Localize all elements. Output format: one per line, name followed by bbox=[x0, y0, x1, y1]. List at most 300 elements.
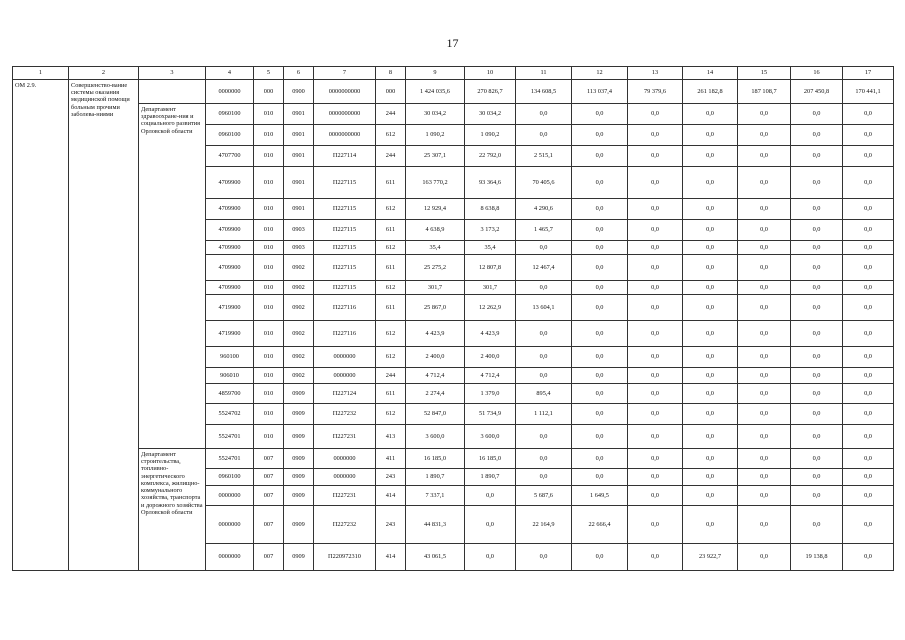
table-cell: 0,0 bbox=[683, 125, 738, 146]
table-cell: 010 bbox=[254, 347, 284, 368]
table-cell: 0000000 bbox=[206, 506, 254, 544]
table-cell: 0,0 bbox=[628, 281, 683, 295]
table-cell: 0,0 bbox=[572, 321, 628, 347]
table-cell: П227115 bbox=[314, 199, 376, 220]
table-cell: 4859700 bbox=[206, 384, 254, 404]
table-cell: 0960100 bbox=[206, 125, 254, 146]
table-cell: 1 890,7 bbox=[465, 469, 516, 486]
table-cell: 010 bbox=[254, 146, 284, 167]
table-cell: 12 807,8 bbox=[465, 255, 516, 281]
table-cell: 0,0 bbox=[738, 220, 791, 241]
table-cell: 611 bbox=[376, 255, 406, 281]
table-cell: 0,0 bbox=[843, 368, 894, 384]
table-cell: 612 bbox=[376, 125, 406, 146]
table-cell: 0,0 bbox=[572, 368, 628, 384]
table-cell: 906010 bbox=[206, 368, 254, 384]
table-cell: 0909 bbox=[284, 384, 314, 404]
table-cell: П227231 bbox=[314, 486, 376, 506]
table-cell: 0,0 bbox=[683, 404, 738, 425]
table-cell: 0,0 bbox=[683, 506, 738, 544]
header-cell: 4 bbox=[206, 67, 254, 80]
table-cell: П227124 bbox=[314, 384, 376, 404]
table-cell: 0,0 bbox=[738, 384, 791, 404]
table-cell: 52 847,0 bbox=[406, 404, 465, 425]
table-cell: 1 890,7 bbox=[406, 469, 465, 486]
table-cell: 35,4 bbox=[406, 241, 465, 255]
table-cell: 0,0 bbox=[516, 347, 572, 368]
table-cell: 0,0 bbox=[843, 425, 894, 449]
table-cell: 0,0 bbox=[628, 368, 683, 384]
table-cell: 0,0 bbox=[628, 347, 683, 368]
table-cell: П227115 bbox=[314, 281, 376, 295]
table-cell: 0,0 bbox=[843, 104, 894, 125]
table-cell: 0,0 bbox=[843, 544, 894, 571]
table-cell: П227115 bbox=[314, 167, 376, 199]
table-cell: 0901 bbox=[284, 104, 314, 125]
table-cell: 010 bbox=[254, 199, 284, 220]
header-cell: 7 bbox=[314, 67, 376, 80]
table-cell: 007 bbox=[254, 449, 284, 469]
table-cell: 12 467,4 bbox=[516, 255, 572, 281]
table-cell: 0,0 bbox=[572, 404, 628, 425]
header-cell: 6 bbox=[284, 67, 314, 80]
table-cell: 170 441,1 bbox=[843, 80, 894, 104]
header-cell: 11 bbox=[516, 67, 572, 80]
table-cell: 0,0 bbox=[628, 146, 683, 167]
table-cell: 007 bbox=[254, 506, 284, 544]
table-cell: 0,0 bbox=[628, 167, 683, 199]
table-cell: 0,0 bbox=[843, 125, 894, 146]
table-cell: 12 929,4 bbox=[406, 199, 465, 220]
table-cell: 0,0 bbox=[738, 199, 791, 220]
table-cell: 4 290,6 bbox=[516, 199, 572, 220]
table-cell: 3 173,2 bbox=[465, 220, 516, 241]
table-row bbox=[13, 80, 894, 104]
table-cell: 25 275,2 bbox=[406, 255, 465, 281]
table-cell: П227115 bbox=[314, 241, 376, 255]
table-cell: 611 bbox=[376, 384, 406, 404]
table-cell: 0902 bbox=[284, 295, 314, 321]
table-cell: 0,0 bbox=[516, 281, 572, 295]
table-cell: 0,0 bbox=[628, 220, 683, 241]
table-cell: 0,0 bbox=[572, 220, 628, 241]
table-cell: 4709900 bbox=[206, 199, 254, 220]
table-cell: 0,0 bbox=[572, 104, 628, 125]
table-cell: 0,0 bbox=[791, 469, 843, 486]
table-cell: 0,0 bbox=[572, 544, 628, 571]
table-cell: 0000000 bbox=[314, 347, 376, 368]
table-cell: 612 bbox=[376, 199, 406, 220]
table-cell: 0,0 bbox=[572, 469, 628, 486]
table-cell: 207 450,8 bbox=[791, 80, 843, 104]
table-cell: 0,0 bbox=[843, 449, 894, 469]
table-cell: 0909 bbox=[284, 449, 314, 469]
table-cell: 0,0 bbox=[843, 347, 894, 368]
table-cell: 0,0 bbox=[572, 425, 628, 449]
table-cell: 12 262,9 bbox=[465, 295, 516, 321]
table-cell: 0,0 bbox=[516, 241, 572, 255]
table-cell: 0909 bbox=[284, 544, 314, 571]
table-cell: 414 bbox=[376, 486, 406, 506]
table-cell: 0,0 bbox=[628, 321, 683, 347]
table-cell: 0,0 bbox=[738, 449, 791, 469]
table-cell: 44 831,3 bbox=[406, 506, 465, 544]
table-cell: 0,0 bbox=[683, 281, 738, 295]
table-cell: 0,0 bbox=[628, 449, 683, 469]
header-cell: 12 bbox=[572, 67, 628, 80]
table-cell: 1 465,7 bbox=[516, 220, 572, 241]
table-cell: 0,0 bbox=[572, 241, 628, 255]
table-cell: 0,0 bbox=[738, 347, 791, 368]
table-cell: 895,4 bbox=[516, 384, 572, 404]
table-cell: 611 bbox=[376, 220, 406, 241]
table-cell: 010 bbox=[254, 321, 284, 347]
table-cell: 0,0 bbox=[791, 486, 843, 506]
header-row bbox=[13, 67, 894, 80]
table-cell: 0903 bbox=[284, 241, 314, 255]
table-cell: 0,0 bbox=[516, 104, 572, 125]
table-cell: 0,0 bbox=[843, 506, 894, 544]
table-cell: 4709900 bbox=[206, 220, 254, 241]
table-cell: 79 379,6 bbox=[628, 80, 683, 104]
table-cell: 0,0 bbox=[791, 384, 843, 404]
table-cell: 411 bbox=[376, 449, 406, 469]
table-cell: 8 638,8 bbox=[465, 199, 516, 220]
table-cell: 19 138,8 bbox=[791, 544, 843, 571]
table-cell: 0,0 bbox=[738, 125, 791, 146]
header-cell: 5 bbox=[254, 67, 284, 80]
table-cell: 0,0 bbox=[683, 486, 738, 506]
table-cell: П227115 bbox=[314, 220, 376, 241]
table-cell: 007 bbox=[254, 486, 284, 506]
table-cell: 0,0 bbox=[843, 199, 894, 220]
table-cell: П227115 bbox=[314, 255, 376, 281]
table-cell: 4719900 bbox=[206, 295, 254, 321]
table-cell: 0,0 bbox=[738, 241, 791, 255]
table-cell: 1 424 035,6 bbox=[406, 80, 465, 104]
table-cell: 611 bbox=[376, 167, 406, 199]
header-cell: 3 bbox=[139, 67, 206, 80]
table-cell: 3 600,0 bbox=[465, 425, 516, 449]
table-cell: 0,0 bbox=[572, 125, 628, 146]
table-cell: П220972310 bbox=[314, 544, 376, 571]
table-cell: 0,0 bbox=[683, 146, 738, 167]
table-cell: 0,0 bbox=[683, 255, 738, 281]
table-cell: 612 bbox=[376, 241, 406, 255]
table-cell: 612 bbox=[376, 347, 406, 368]
table-cell: 0902 bbox=[284, 281, 314, 295]
table-cell: 0,0 bbox=[683, 295, 738, 321]
table-cell: 2 274,4 bbox=[406, 384, 465, 404]
table-cell: 010 bbox=[254, 125, 284, 146]
table-cell: 243 bbox=[376, 506, 406, 544]
table-cell: 0,0 bbox=[516, 544, 572, 571]
table-cell: 7 337,1 bbox=[406, 486, 465, 506]
table-cell: 0,0 bbox=[572, 255, 628, 281]
table-cell: 0901 bbox=[284, 167, 314, 199]
table-cell: 0000000 bbox=[206, 486, 254, 506]
table-cell: 0,0 bbox=[738, 281, 791, 295]
table-cell: 4 712,4 bbox=[406, 368, 465, 384]
table-cell: 0,0 bbox=[628, 469, 683, 486]
table-cell: 0901 bbox=[284, 146, 314, 167]
table-cell: 0,0 bbox=[738, 167, 791, 199]
table-cell: 0,0 bbox=[683, 220, 738, 241]
table-cell: 244 bbox=[376, 104, 406, 125]
table-cell: 1 379,0 bbox=[465, 384, 516, 404]
table-cell: 010 bbox=[254, 368, 284, 384]
table-cell: 0,0 bbox=[683, 167, 738, 199]
table-cell: 0,0 bbox=[516, 469, 572, 486]
table-row bbox=[13, 104, 894, 125]
header-cell: 14 bbox=[683, 67, 738, 80]
table-cell: 0,0 bbox=[572, 449, 628, 469]
table-cell: 010 bbox=[254, 295, 284, 321]
table-cell: 413 bbox=[376, 425, 406, 449]
table-cell: 0,0 bbox=[628, 384, 683, 404]
om-code-cell: ОМ 2.9. bbox=[13, 80, 69, 571]
table-cell: 0,0 bbox=[738, 321, 791, 347]
table-cell: 4709900 bbox=[206, 241, 254, 255]
table-cell: 0,0 bbox=[738, 295, 791, 321]
header-cell: 8 bbox=[376, 67, 406, 80]
table-cell: 010 bbox=[254, 167, 284, 199]
table-cell: П227114 bbox=[314, 146, 376, 167]
table-cell: 244 bbox=[376, 368, 406, 384]
table-cell: 23 922,7 bbox=[683, 544, 738, 571]
table-cell: 25 867,0 bbox=[406, 295, 465, 321]
table-cell: 010 bbox=[254, 241, 284, 255]
table-cell: 0,0 bbox=[628, 241, 683, 255]
table-cell: 0,0 bbox=[465, 544, 516, 571]
table-cell: 2 400,0 bbox=[406, 347, 465, 368]
table-cell: 612 bbox=[376, 321, 406, 347]
table-cell: 0,0 bbox=[843, 220, 894, 241]
header-cell: 10 bbox=[465, 67, 516, 80]
table-cell: 0,0 bbox=[628, 486, 683, 506]
table-cell: 1 090,2 bbox=[406, 125, 465, 146]
table-cell: 0,0 bbox=[516, 125, 572, 146]
table-cell: 30 034,2 bbox=[406, 104, 465, 125]
table-cell: 261 182,8 bbox=[683, 80, 738, 104]
table-cell: 0,0 bbox=[791, 125, 843, 146]
table-cell: 0,0 bbox=[791, 199, 843, 220]
table-cell: 0,0 bbox=[572, 347, 628, 368]
table-cell: 0,0 bbox=[738, 425, 791, 449]
table-cell: 4 638,9 bbox=[406, 220, 465, 241]
table-cell: 35,4 bbox=[465, 241, 516, 255]
table-cell: 0903 bbox=[284, 220, 314, 241]
header-cell: 1 bbox=[13, 67, 69, 80]
table-cell: 0,0 bbox=[791, 104, 843, 125]
table-cell: 0,0 bbox=[738, 368, 791, 384]
table-cell: 0,0 bbox=[572, 295, 628, 321]
table-cell: 113 037,4 bbox=[572, 80, 628, 104]
table-cell: 4 423,9 bbox=[465, 321, 516, 347]
table-cell: 0,0 bbox=[791, 425, 843, 449]
table-cell: 0,0 bbox=[738, 104, 791, 125]
table-cell: 70 405,6 bbox=[516, 167, 572, 199]
table-cell: 0,0 bbox=[738, 255, 791, 281]
table-cell: 0902 bbox=[284, 368, 314, 384]
table-cell: 0,0 bbox=[572, 199, 628, 220]
table-cell: 0,0 bbox=[791, 167, 843, 199]
header-cell: 2 bbox=[69, 67, 139, 80]
table-cell: 0,0 bbox=[628, 544, 683, 571]
table-cell: 3 600,0 bbox=[406, 425, 465, 449]
table-cell: 5524701 bbox=[206, 449, 254, 469]
table-cell: 010 bbox=[254, 220, 284, 241]
table-cell: 1 090,2 bbox=[465, 125, 516, 146]
table-cell: 30 034,2 bbox=[465, 104, 516, 125]
table-cell: 22 666,4 bbox=[572, 506, 628, 544]
table-cell: 0,0 bbox=[683, 384, 738, 404]
header-cell: 13 bbox=[628, 67, 683, 80]
table-cell: 0,0 bbox=[843, 146, 894, 167]
header-cell: 15 bbox=[738, 67, 791, 80]
table-cell: 0909 bbox=[284, 469, 314, 486]
table-cell: 0,0 bbox=[791, 404, 843, 425]
table-cell: 0902 bbox=[284, 321, 314, 347]
table-cell: 0,0 bbox=[628, 104, 683, 125]
department-construction-cell: Департамент строительства, топливно-энергетического комплекса, жилищно-коммунального хозяйства, транспорта и дорожного хозяйства Орловской области bbox=[139, 449, 206, 571]
table-cell: 0902 bbox=[284, 347, 314, 368]
table-cell: 0,0 bbox=[791, 368, 843, 384]
table-cell: 134 608,5 bbox=[516, 80, 572, 104]
table-cell: 301,7 bbox=[465, 281, 516, 295]
table-cell: 2 515,1 bbox=[516, 146, 572, 167]
table-cell: 0,0 bbox=[843, 384, 894, 404]
page-number: 17 bbox=[446, 36, 459, 50]
table-cell: 1 649,5 bbox=[572, 486, 628, 506]
table-cell: 0,0 bbox=[683, 425, 738, 449]
table-cell: 0,0 bbox=[683, 241, 738, 255]
table-cell: 0909 bbox=[284, 404, 314, 425]
table-cell: 43 061,5 bbox=[406, 544, 465, 571]
table-cell: 0,0 bbox=[628, 255, 683, 281]
table-cell: 4709900 bbox=[206, 281, 254, 295]
table-cell: 243 bbox=[376, 469, 406, 486]
table-cell: 4 423,9 bbox=[406, 321, 465, 347]
table-cell: 0,0 bbox=[843, 281, 894, 295]
table-cell: 163 770,2 bbox=[406, 167, 465, 199]
table-row bbox=[13, 449, 894, 469]
table-cell: 612 bbox=[376, 404, 406, 425]
table-cell: 0,0 bbox=[791, 449, 843, 469]
table-cell: 0,0 bbox=[738, 404, 791, 425]
table-cell: 0,0 bbox=[683, 469, 738, 486]
table-cell: 4709900 bbox=[206, 167, 254, 199]
table-cell: 007 bbox=[254, 544, 284, 571]
table-cell: 0960100 bbox=[206, 469, 254, 486]
table-cell: 0,0 bbox=[791, 241, 843, 255]
header-cell: 9 bbox=[406, 67, 465, 80]
table-cell: 13 604,1 bbox=[516, 295, 572, 321]
table-cell: 0902 bbox=[284, 255, 314, 281]
table-cell: 0,0 bbox=[738, 469, 791, 486]
table-cell: 0,0 bbox=[516, 449, 572, 469]
table-cell: 960100 bbox=[206, 347, 254, 368]
table-cell: 0,0 bbox=[738, 506, 791, 544]
table-cell: 4709900 bbox=[206, 255, 254, 281]
table-cell: 0,0 bbox=[843, 241, 894, 255]
table-cell: 0909 bbox=[284, 506, 314, 544]
table-cell: 010 bbox=[254, 255, 284, 281]
table-cell: 301,7 bbox=[406, 281, 465, 295]
table-cell: 0,0 bbox=[738, 544, 791, 571]
table-cell: 0,0 bbox=[843, 295, 894, 321]
table-cell: 0,0 bbox=[843, 404, 894, 425]
table-cell: 0000000000 bbox=[314, 104, 376, 125]
table-cell: 0,0 bbox=[572, 167, 628, 199]
table-cell: 0,0 bbox=[683, 449, 738, 469]
table-cell: 0909 bbox=[284, 425, 314, 449]
table-cell: 4707700 bbox=[206, 146, 254, 167]
table-cell: П227232 bbox=[314, 404, 376, 425]
table-cell: 5524701 bbox=[206, 425, 254, 449]
table-cell: 0000000000 bbox=[314, 80, 376, 104]
table-cell: 0,0 bbox=[628, 404, 683, 425]
table-cell: 0,0 bbox=[791, 146, 843, 167]
table-cell: 0,0 bbox=[516, 368, 572, 384]
table-cell: 0000000 bbox=[314, 368, 376, 384]
table-cell: 0,0 bbox=[843, 469, 894, 486]
table-cell: 25 307,1 bbox=[406, 146, 465, 167]
table-cell: 0,0 bbox=[843, 321, 894, 347]
table-cell: 0,0 bbox=[628, 425, 683, 449]
table-cell: 22 792,0 bbox=[465, 146, 516, 167]
table-cell: 0,0 bbox=[738, 146, 791, 167]
table-cell: 0,0 bbox=[628, 295, 683, 321]
table-cell: 187 108,7 bbox=[738, 80, 791, 104]
department-cell bbox=[139, 80, 206, 104]
budget-table bbox=[12, 66, 894, 571]
table-cell: 0,0 bbox=[791, 255, 843, 281]
table-cell: 010 bbox=[254, 384, 284, 404]
table-cell: 010 bbox=[254, 104, 284, 125]
department-health-cell: Департамент здравоохране-ния и социального развития Орловской области bbox=[139, 104, 206, 449]
table-cell: 4 712,4 bbox=[465, 368, 516, 384]
header-cell: 16 bbox=[791, 67, 843, 80]
table-cell: П227231 bbox=[314, 425, 376, 449]
table-cell: 2 400,0 bbox=[465, 347, 516, 368]
table-cell: 0901 bbox=[284, 199, 314, 220]
table-cell: 000 bbox=[254, 80, 284, 104]
table-cell: 010 bbox=[254, 404, 284, 425]
table-cell: 0,0 bbox=[843, 167, 894, 199]
table-cell: 010 bbox=[254, 425, 284, 449]
table-cell: 0,0 bbox=[683, 368, 738, 384]
table-cell: 0,0 bbox=[628, 125, 683, 146]
table-cell: 1 112,1 bbox=[516, 404, 572, 425]
table-cell: 0960100 bbox=[206, 104, 254, 125]
table-cell: 0000000 bbox=[206, 80, 254, 104]
table-cell: 0901 bbox=[284, 125, 314, 146]
table-cell: П227116 bbox=[314, 321, 376, 347]
table-cell: 51 734,9 bbox=[465, 404, 516, 425]
table-cell: 0000000000 bbox=[314, 125, 376, 146]
table-cell: 0,0 bbox=[843, 486, 894, 506]
table-cell: 612 bbox=[376, 281, 406, 295]
table-cell: 0,0 bbox=[683, 199, 738, 220]
table-cell: 0000000 bbox=[314, 469, 376, 486]
table-cell: 0,0 bbox=[683, 321, 738, 347]
table-cell: 0,0 bbox=[791, 506, 843, 544]
table-cell: 0,0 bbox=[516, 425, 572, 449]
table-cell: 000 bbox=[376, 80, 406, 104]
table-cell: 007 bbox=[254, 469, 284, 486]
table-cell: 0000000 bbox=[314, 449, 376, 469]
